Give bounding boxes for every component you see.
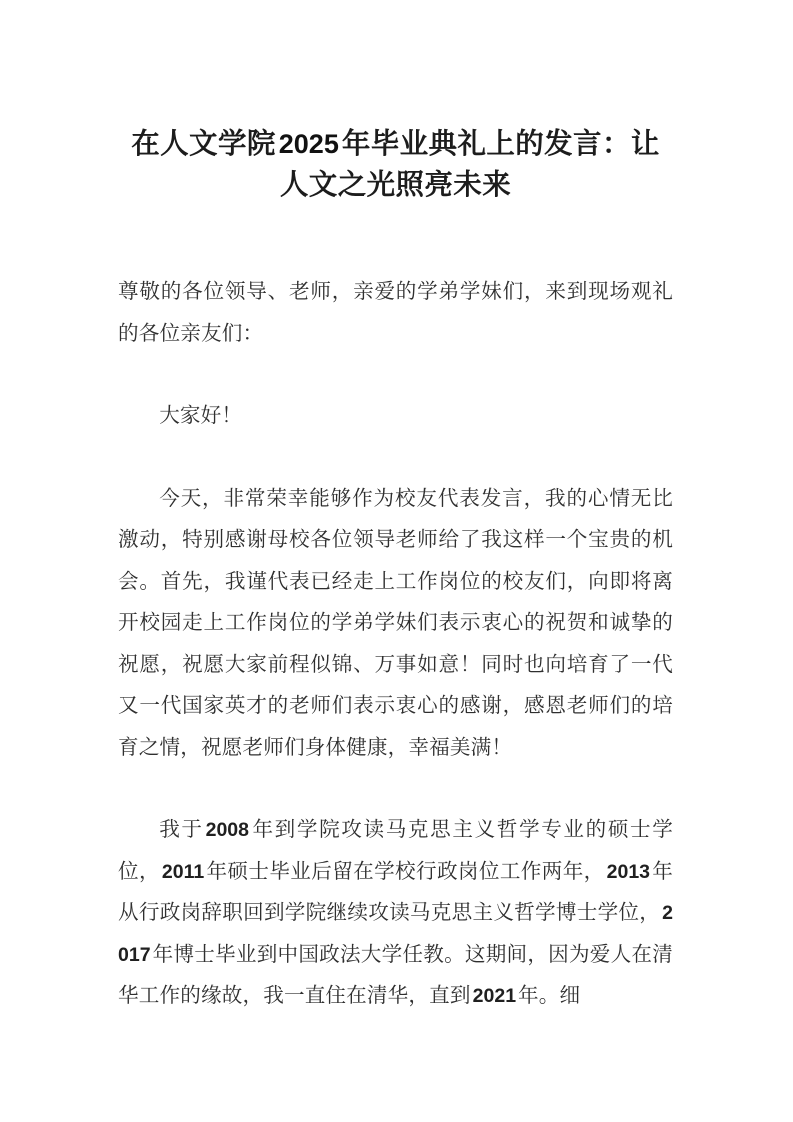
inline-text-0: 我于 [159, 819, 204, 841]
inline-text-6: 年从行政岗辞职回到学院继续攻读马克思主义哲学博士学位， [118, 860, 673, 924]
inline-year-2011: 2011 [161, 860, 205, 883]
inline-text-2: 年到学院攻读马克思主义哲学专业的硕士学位， [118, 819, 673, 883]
inline-year-2008: 2008 [205, 819, 249, 841]
inline-year-2017: 2017 [118, 902, 673, 966]
paragraph-greeting: 大家好！ [159, 405, 243, 427]
inline-year-2021: 2021 [472, 985, 517, 1007]
page-title-line-2: 人文之光照亮未来 [279, 170, 512, 201]
inline-text-4: 年硕士毕业后留在学校行政岗位工作两年， [206, 860, 605, 883]
inline-year-2013: 2013 [606, 860, 651, 883]
paragraph-personal-history [118, 810, 673, 1018]
document-content-column [118, 0, 673, 1018]
page-title-line-1-prefix: 在人文学院 [131, 129, 276, 160]
inline-text-8: 年博士毕业到中国政法大学任教。这期间，因为爱人在清华工作的缘故，我一直住在清华，直到 [118, 943, 673, 1007]
title-body-gap [118, 206, 673, 272]
paragraph-thanks: 今天，非常荣幸能够作为校友代表发言，我的心情无比激动，特别感谢母校各位领导老师给了我这样一个宝贵的机会。首先，我谨代表已经走上工作岗位的校友们，向即将离开校园走上工作岗位的学弟学妹们表示衷心的祝贺和诚挚的祝愿，祝愿大家前程似锦、万事如意！同时也向培育了一代又一代国家英才的老师们表示衷心的感谢，感恩老师们的培育之情，祝愿老师们身体健康，幸福美满！ [118, 487, 673, 759]
page-title [118, 124, 673, 206]
paragraph-salutation: 尊敬的各位领导、老师，亲爱的学弟学妹们，来到现场观礼的各位亲友们： [118, 281, 673, 345]
page-title-line-1-suffix: 年毕业典礼上的发言：让 [341, 129, 660, 160]
top-margin-spacer [118, 0, 673, 124]
inline-text-10: 年。细 [518, 985, 581, 1007]
page-title-line-1 [118, 124, 673, 165]
page-title-year: 2025 [278, 129, 339, 159]
